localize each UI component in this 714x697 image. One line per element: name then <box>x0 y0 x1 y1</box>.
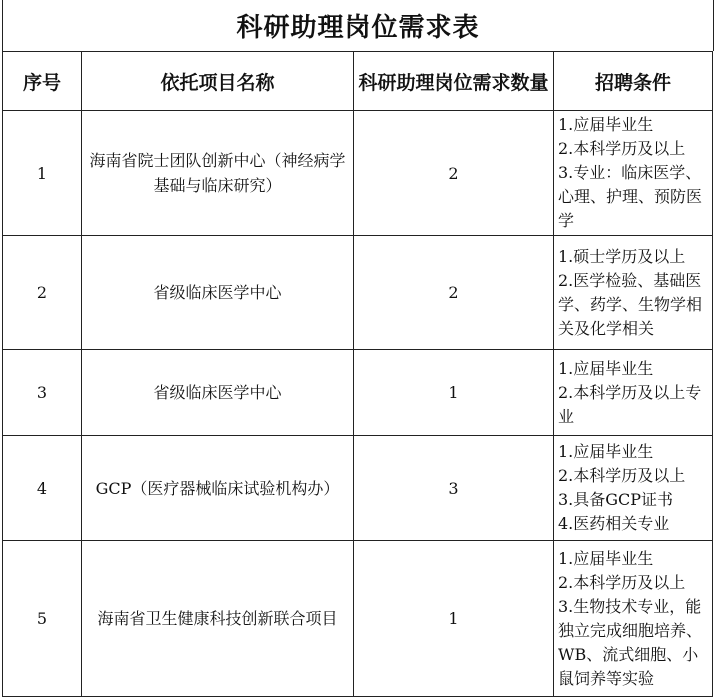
table-row <box>3 236 713 350</box>
table-row <box>3 350 713 436</box>
row-count: 2 <box>354 111 554 236</box>
condition-item: 2.本科学历及以上 <box>558 139 686 158</box>
row-conditions <box>554 541 713 697</box>
row-no: 5 <box>3 541 82 697</box>
condition-item: 1.硕士学历及以上 <box>558 246 686 266</box>
condition-item: 3.专业：临床医学、心理、护理、预防医学 <box>558 163 703 230</box>
table-row <box>3 436 713 541</box>
row-count: 2 <box>354 236 554 350</box>
row-no: 4 <box>3 436 82 541</box>
header-row <box>3 52 713 111</box>
row-no: 3 <box>3 350 82 436</box>
row-conditions <box>554 436 713 541</box>
condition-item: 1.应届毕业生 <box>558 442 654 461</box>
header-no: 序号 <box>3 52 82 111</box>
table-title: 科研助理岗位需求表 <box>2 0 714 51</box>
condition-item: 3.具备GCP证书 <box>558 490 674 509</box>
row-conditions <box>554 111 713 236</box>
row-project: 省级临床医学中心 <box>82 350 354 436</box>
row-count: 1 <box>354 350 554 436</box>
condition-item: 1.应届毕业生 <box>558 548 654 568</box>
row-no: 1 <box>3 111 82 236</box>
row-project: GCP（医疗器械临床试验机构办） <box>82 436 354 541</box>
row-project: 省级临床医学中心 <box>82 236 354 350</box>
condition-item: 2.本科学历及以上专业 <box>558 382 702 426</box>
condition-item: 2.本科学历及以上 <box>558 572 686 592</box>
condition-item: 3.生物技术专业，能独立完成细胞培养、WB、流式细胞、小鼠饲养等实验 <box>558 596 703 688</box>
row-project: 海南省卫生健康科技创新联合项目 <box>82 541 354 697</box>
requirements-table <box>2 51 713 697</box>
header-project: 依托项目名称 <box>82 52 354 111</box>
header-conditions: 招聘条件 <box>554 52 713 111</box>
row-conditions <box>554 236 713 350</box>
row-project: 海南省院士团队创新中心（神经病学基础与临床研究） <box>82 111 354 236</box>
condition-item: 1.应届毕业生 <box>558 115 654 134</box>
condition-item: 1.应届毕业生 <box>558 358 654 378</box>
condition-item: 2.医学检验、基础医学、药学、生物学相关及化学相关 <box>558 270 703 338</box>
condition-item: 4.医药相关专业 <box>558 514 670 533</box>
row-no: 2 <box>3 236 82 350</box>
row-conditions <box>554 350 713 436</box>
table-row <box>3 111 713 236</box>
table-row <box>3 541 713 697</box>
condition-item: 2.本科学历及以上 <box>558 466 686 485</box>
row-count: 1 <box>354 541 554 697</box>
header-count: 科研助理岗位需求数量 <box>354 52 554 111</box>
row-count: 3 <box>354 436 554 541</box>
